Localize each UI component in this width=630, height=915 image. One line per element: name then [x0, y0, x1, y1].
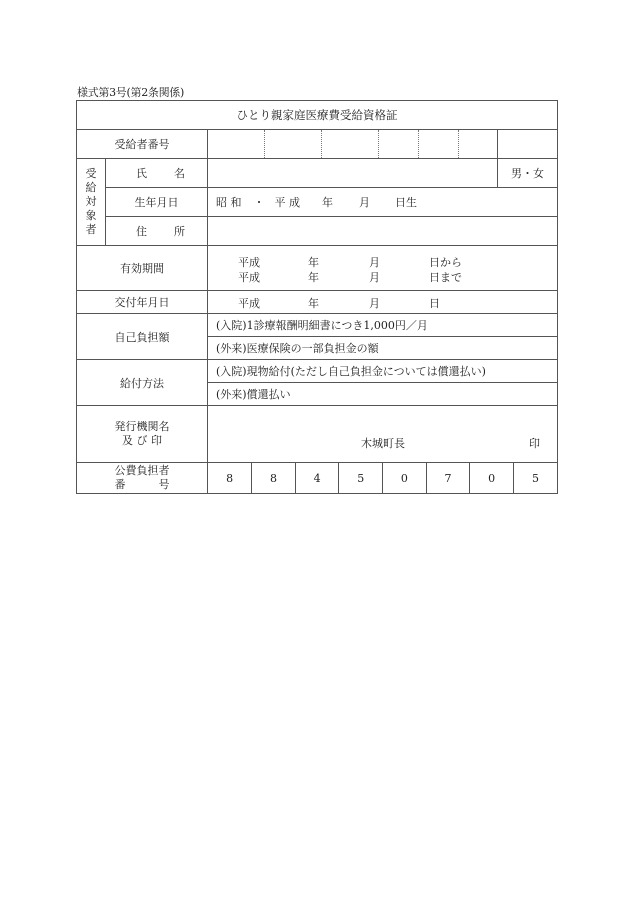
copay-label: 自己負担額 [77, 314, 208, 360]
validity-from-era: 平成 [238, 256, 260, 269]
address-field[interactable] [208, 217, 558, 246]
payment-label: 給付方法 [77, 360, 208, 406]
seal-mark: 印 [529, 437, 540, 450]
payer-label-line: 公費負担者 [114, 464, 170, 477]
payer-label-line: 番 号 [114, 478, 170, 491]
payer-number-label [77, 463, 208, 494]
form-number: 様式第3号(第2条関係) [77, 86, 184, 99]
payer-number-field [208, 463, 558, 494]
recipient-number-box[interactable] [498, 130, 558, 159]
copay-outpatient: (外来)医療保険の一部負担金の額 [208, 337, 558, 360]
payment-outpatient: (外来)償還払い [208, 383, 558, 406]
issue-date-field[interactable] [208, 291, 558, 314]
name-field[interactable] [208, 159, 498, 188]
validity-label: 有効期間 [77, 246, 208, 291]
recipient-number-box[interactable] [459, 130, 498, 159]
target-char: 給 [85, 181, 97, 194]
issue-date-year: 年 [308, 297, 319, 310]
validity-from-year: 年 [308, 256, 319, 269]
issuer-field [208, 406, 558, 463]
recipient-number-box[interactable] [208, 130, 265, 159]
name-label-char: 名 [174, 167, 185, 180]
validity-to-row [208, 269, 557, 283]
era-heisei[interactable]: 平 成 [274, 196, 300, 209]
gender-choice[interactable]: 男・女 [498, 159, 558, 188]
issue-date-day: 日 [429, 297, 440, 310]
payer-digit: 4 [295, 463, 339, 493]
validity-to-year: 年 [308, 271, 319, 284]
issuer-label-line: 発行機関名 [114, 420, 170, 433]
issue-date-era: 平成 [238, 297, 260, 310]
certificate-title: ひとり親家庭医療費受給資格証 [77, 101, 558, 130]
era-separator: ・ [253, 196, 265, 209]
address-label [106, 217, 208, 246]
issuer-name: 木城町長 [361, 437, 405, 450]
target-char: 象 [85, 209, 97, 222]
payer-digit: 5 [339, 463, 383, 493]
validity-field[interactable] [208, 246, 558, 291]
payer-digit: 0 [383, 463, 427, 493]
address-label-char: 住 [136, 225, 147, 238]
validity-to-day: 日まで [429, 271, 462, 284]
target-char: 者 [85, 223, 97, 236]
copay-inpatient: (入院)1診療報酬明細書につき1,000円／月 [208, 314, 558, 337]
payer-digit: 0 [470, 463, 514, 493]
birthdate-label: 生年月日 [106, 188, 208, 217]
payment-inpatient: (入院)現物給付(ただし自己負担金については償還払い) [208, 360, 558, 383]
payer-digit: 7 [426, 463, 470, 493]
issuer-label-line: 及 び 印 [122, 434, 162, 447]
validity-from-month: 月 [369, 256, 380, 269]
certificate-table [76, 100, 558, 494]
recipient-number-label: 受給者番号 [77, 130, 208, 159]
validity-to-era: 平成 [238, 271, 260, 284]
target-char: 対 [85, 195, 97, 208]
validity-from-row [208, 254, 557, 268]
era-showa[interactable]: 昭 和 [216, 196, 242, 209]
payer-digit: 8 [208, 463, 252, 493]
recipient-number-box[interactable] [379, 130, 419, 159]
recipient-number-box[interactable] [419, 130, 459, 159]
address-label-char: 所 [174, 225, 185, 238]
target-char: 受 [85, 167, 97, 180]
issuer-label [77, 406, 208, 463]
validity-from-day: 日から [429, 256, 462, 269]
birth-day-unit: 日生 [395, 196, 417, 209]
recipient-number-box[interactable] [265, 130, 322, 159]
recipient-number-box[interactable] [322, 130, 379, 159]
name-label [106, 159, 208, 188]
birth-month-unit: 月 [359, 196, 370, 209]
payer-digit: 8 [252, 463, 296, 493]
birthdate-field[interactable] [208, 188, 558, 217]
name-label-char: 氏 [136, 167, 147, 180]
issue-date-label: 交付年月日 [77, 291, 208, 314]
validity-to-month: 月 [369, 271, 380, 284]
payer-digit: 5 [531, 471, 539, 485]
birth-year-unit: 年 [322, 196, 333, 209]
target-group-label [77, 159, 106, 246]
issue-date-month: 月 [369, 297, 380, 310]
